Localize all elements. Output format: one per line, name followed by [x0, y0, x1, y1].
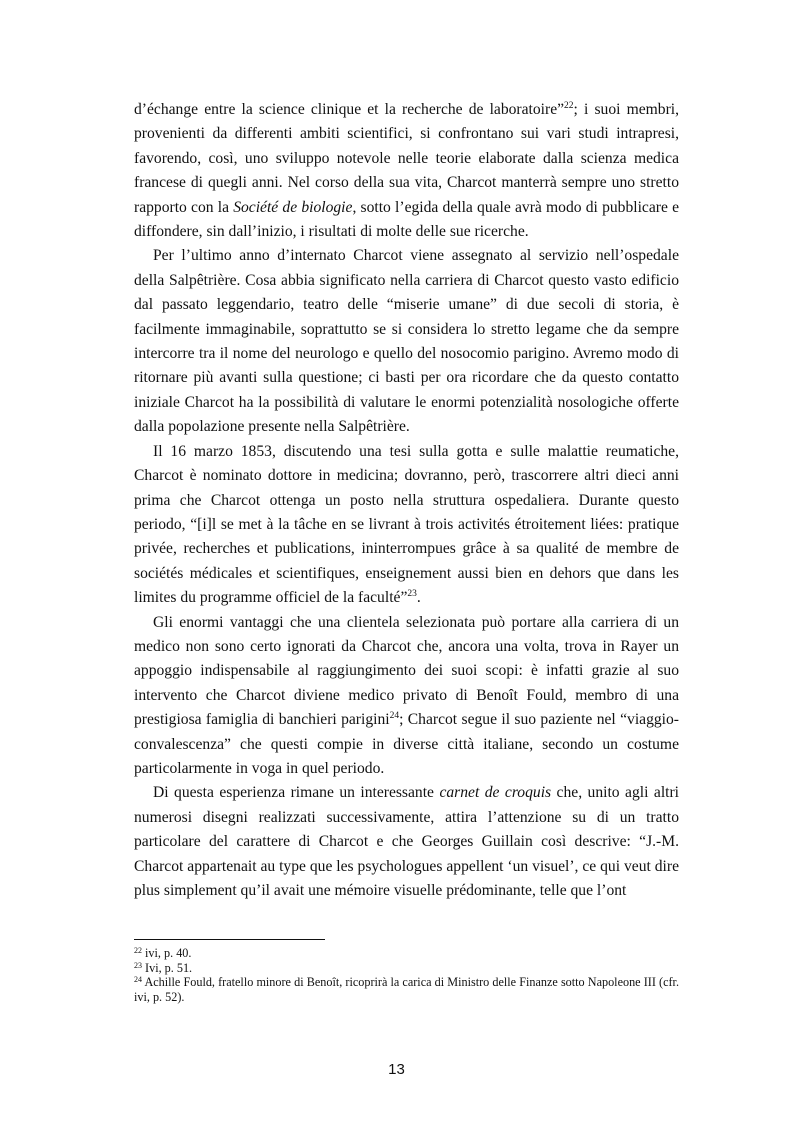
- footnote-separator: [134, 939, 325, 940]
- paragraph-3: Il 16 marzo 1853, discutendo una tesi sulla gotta e sulle malattie reumatiche, Charcot è nominato dottore in medicina; dovranno, però, trascorrere altri dieci anni prima che Charcot ottenga un posto nella struttura ospedaliera. Durante questo periodo, “[i]l se met à la tâche en se livrant à trois activités étroitement liées: pratique privée, recherches et publications, ininterrompues grâce à sa qualité de membre de sociétés médicales et scientifiques, enseignement aussi bien en dehors que dans les limites du programme officiel de la faculté”$^{23}$.: [134, 442, 679, 607]
- footnote-23: $^{23}$ Ivi, p. 51.: [134, 960, 193, 975]
- footnote-22: $^{22}$ ivi, p. 40.: [134, 946, 192, 960]
- paragraph-1: d’échange entre la science clinique et la recherche de laboratoire”$^{22}$; i suoi membri, provenienti da differenti ambiti scientifici, si confrontano sui vari studi intrapresi, favorendo, così, uno sviluppo notevole nelle teorie elaborate dalla scienza medica francese di quegli anni. Nel corso della sua vita, Charcot manterrà sempre uno stretto rapporto con la Société de biologie, sotto l’egida della quale avrà modo di pubblicare e diffondere, sin dall’inizio, i risultati di molte delle sue ricerche.: [134, 101, 679, 241]
- paragraph-5: Di questa esperienza rimane un interessante carnet de croquis che, unito agli altri numerosi disegni realizzati successivamente, attira l’attenzione su di un tratto particolare del carattere di Charcot e che Georges Guillain così descrive: “J.-M. Charcot appartenait au type que les psychologues appellent ‘un visuel’, ce qui veut dire plus simplement qu’il avait une mémoire visuelle prédominante, telle que l’ont: [134, 784, 680, 899]
- footnotes: [134, 946, 679, 1004]
- paragraph-2: Per l’ultimo anno d’internato Charcot viene assegnato al servizio nell’ospedale della Salpêtrière. Cosa abbia significato nella carriera di Charcot questo vasto edificio dal passato leggendario, teatro delle “miserie umane” di due secoli di storia, è facilmente immaginabile, soprattutto se si considera lo stretto legame che da sempre intercorre tra il nome del neurologo e quello del nosocomio parigino. Avremo modo di ritornare più avanti sulla questione; ci basti per ora ricordare che da questo contatto iniziale Charcot ha la possibilità di valutare le enormi potenzialità nosologiche offerte dalla popolazione presente nella Salpêtrière.: [134, 247, 679, 436]
- page-number: 13: [388, 1061, 405, 1078]
- footnote-ref-23: 23: [407, 589, 417, 600]
- footnote-ref-24: 24: [389, 711, 400, 722]
- footnote-24: $^{24}$ Achille Fould, fratello minore di Benoît, ricoprirà la carica di Ministro delle Finanze sotto Napoleone III (cfr. ivi, p. 52).: [134, 975, 679, 1004]
- italic-carnet-de-croquis: carnet de croquis: [439, 784, 552, 802]
- paragraph-4: Gli enormi vantaggi che una clientela selezionata può portare alla carriera di un medico non sono certo ignorati da Charcot che, ancora una volta, trova in Rayer un appoggio indispensabile al raggiungimento dei suoi scopi: è infatti grazie al suo intervento che Charcot diviene medico privato di Benoît Fould, membro di una prestigiosa famiglia di banchieri parigini$^{24}$; Charcot segue il suo paziente nel “viaggio-convalescenza” che questi compie in diverse città italiane, secondo un costume particolarmente in voga in quel periodo.: [134, 613, 679, 777]
- page-body: [134, 98, 679, 903]
- italic-societe-de-biologie: Société de biologie: [233, 198, 353, 216]
- footnote-ref-22: 22: [564, 101, 574, 111]
